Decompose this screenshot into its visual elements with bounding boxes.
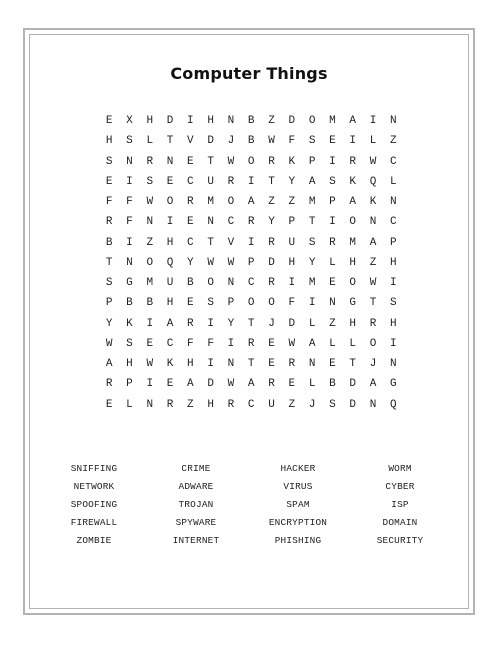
grid-letter: W [369,277,377,290]
grid-letter: Y [288,175,296,188]
grid-letter: S [390,297,397,310]
grid-letter: T [369,297,377,310]
grid-letter: H [146,115,154,128]
word-list-item: HACKER [280,462,316,474]
grid-letter: C [247,398,255,411]
grid-letter: E [268,337,275,350]
grid-letter: U [166,277,174,290]
word-list-item: CYBER [385,480,415,492]
grid-letter: T [166,135,174,148]
grid-letter: I [390,277,397,290]
grid-letter: Z [187,398,194,411]
grid-letter: N [126,256,133,269]
grid-letter: P [126,378,133,391]
grid-letter: Y [227,317,235,330]
grid-letter: F [105,196,113,209]
grid-letter: M [146,277,154,290]
grid-letter: O [247,297,255,310]
grid-letter: T [268,175,275,188]
grid-letter: D [349,398,357,411]
grid-letter: I [349,135,357,148]
grid-letter: I [207,317,214,330]
grid-letter: E [268,358,275,371]
grid-letter: S [105,155,113,168]
grid-letter: K [166,358,174,371]
grid-letter: R [268,155,275,168]
grid-letter: T [207,155,214,168]
grid-letter: D [207,378,214,391]
word-list-item: SECURITY [376,534,424,546]
grid-letter: B [247,115,255,128]
grid-letter: H [349,256,357,269]
grid-letter: Q [166,256,174,269]
grid-letter: N [146,216,154,229]
grid-letter: S [308,236,316,249]
grid-letter: B [146,297,154,310]
grid-letter: T [207,236,214,249]
grid-letter: P [288,216,296,229]
grid-letter: Z [268,196,275,209]
grid-letter: N [390,115,397,128]
grid-letter: R [247,216,255,229]
grid-letter: I [369,115,377,128]
grid-letter: W [268,135,275,148]
grid-letter: T [105,256,113,269]
grid-letter: N [166,155,174,168]
grid-letter: I [288,277,296,290]
grid-letter: S [126,337,133,350]
grid-letter: G [349,297,357,310]
grid-letter: Y [268,216,275,229]
grid-letter: W [227,378,235,391]
grid-letter: V [187,135,194,148]
grid-letter: R [268,236,275,249]
grid-letter: U [288,236,296,249]
grid-letter: W [105,337,113,350]
grid-letter: D [288,115,296,128]
grid-letter: V [227,236,235,249]
grid-letter: L [308,378,316,391]
grid-letter: N [369,398,377,411]
grid-letter: B [105,236,113,249]
grid-letter: L [349,337,357,350]
grid-letter: A [187,378,194,391]
grid-letter: I [329,216,336,229]
grid-letter: N [126,155,133,168]
grid-letter: D [268,256,275,269]
grid-letter: Y [187,256,194,269]
grid-letter: E [166,175,174,188]
word-list-item: TROJAN [178,498,214,510]
grid-letter: F [207,337,214,350]
grid-letter: E [166,378,174,391]
grid-letter: I [247,236,255,249]
grid-letter: O [207,277,214,290]
grid-letter: Z [329,317,336,330]
grid-letter: E [329,135,336,148]
grid-letter: C [166,337,174,350]
grid-letter: I [126,175,133,188]
grid-letter: K [349,175,357,188]
grid-letter: L [308,317,316,330]
grid-letter: A [349,196,357,209]
word-list-item: PHISHING [274,534,322,546]
grid-letter: B [187,277,194,290]
word-list [43,459,451,549]
grid-letter: P [329,196,336,209]
grid-letter: K [369,196,377,209]
grid-letter: W [146,196,154,209]
grid-letter: Z [390,135,397,148]
grid-letter: S [308,135,316,148]
grid-letter: C [247,277,255,290]
grid-letter: I [166,216,174,229]
grid-letter: R [369,317,377,330]
grid-letter: N [308,358,316,371]
grid-letter: S [105,277,113,290]
grid-letter: U [268,398,275,411]
word-list-item: NETWORK [73,480,115,492]
grid-letter: L [390,175,397,188]
grid-letter: R [227,175,235,188]
grid-letter: N [207,216,214,229]
grid-letter: T [308,216,316,229]
grid-letter: H [207,115,214,128]
grid-letter: D [349,378,357,391]
grid-letter: O [349,277,357,290]
word-list-item: INTERNET [172,534,220,546]
grid-letter: Z [268,115,275,128]
word-list-item: ISP [391,498,409,510]
grid-letter: A [308,175,316,188]
grid-letter: D [166,115,174,128]
grid-letter: M [329,115,336,128]
grid-letter: A [308,337,316,350]
grid-letter: I [390,337,397,350]
grid-letter: H [105,135,113,148]
grid-letter: E [329,277,336,290]
grid-letter: A [349,115,357,128]
word-list-item: ADWARE [178,480,214,492]
grid-letter: O [166,196,174,209]
grid-letter: E [329,358,336,371]
grid-letter: N [146,398,154,411]
grid-letter: R [105,216,113,229]
grid-letter: F [288,297,296,310]
grid-letter: I [207,358,214,371]
grid-letter: Q [390,398,397,411]
grid-letter: H [166,236,174,249]
grid-letter: H [390,317,397,330]
grid-letter: R [166,398,174,411]
grid-letter: Z [288,196,296,209]
grid-letter: N [227,115,235,128]
grid-letter: H [126,358,133,371]
grid-letter: I [308,297,316,310]
grid-letter: C [227,216,235,229]
grid-letter: Z [146,236,154,249]
grid-letter: H [349,317,357,330]
grid-letter: S [126,135,133,148]
grid-letter: P [247,256,255,269]
grid-letter: A [369,378,377,391]
word-list-item: VIRUS [283,480,313,492]
grid-letter: C [187,236,194,249]
word-list-item: WORM [388,462,412,474]
grid-letter: I [247,175,255,188]
grid-letter: W [227,256,235,269]
grid-letter: H [390,256,397,269]
grid-letter: K [126,317,133,330]
grid-letter: W [227,155,235,168]
grid-letter: U [207,175,214,188]
grid-letter: L [146,135,154,148]
grid-letter: I [329,155,336,168]
grid-letter: Y [308,256,316,269]
grid-letter: O [369,337,377,350]
grid-letter: A [166,317,174,330]
grid-letter: E [105,398,113,411]
grid-letter: B [329,378,336,391]
grid-letter: G [390,378,397,391]
word-list-item: DOMAIN [382,516,418,528]
grid-letter: Z [369,256,377,269]
grid-letter: M [207,196,214,209]
word-list-item: ENCRYPTION [268,516,328,528]
grid-letter: T [247,358,255,371]
grid-letter: R [329,236,336,249]
grid-letter: I [227,337,235,350]
grid-letter: F [288,135,296,148]
grid-letter: M [308,196,316,209]
grid-letter: I [126,236,133,249]
grid-letter: J [308,398,316,411]
grid-letter: T [349,358,357,371]
grid-letter: R [187,317,194,330]
grid-letter: E [187,155,194,168]
grid-letter: E [288,378,296,391]
grid-letter: B [247,135,255,148]
grid-letter: A [247,378,255,391]
grid-letter: I [146,378,154,391]
grid-letter: G [126,277,133,290]
grid-letter: L [126,398,133,411]
grid-letter: N [227,277,235,290]
grid-letter: E [187,297,194,310]
grid-letter: R [288,358,296,371]
grid-letter: E [105,115,113,128]
word-list-item: FIREWALL [70,516,118,528]
grid-letter: N [369,216,377,229]
grid-letter: R [268,378,275,391]
grid-letter: N [390,358,397,371]
grid-letter: J [268,317,275,330]
grid-letter: D [288,317,296,330]
grid-letter: S [329,398,336,411]
grid-letter: F [126,196,133,209]
grid-letter: W [369,155,377,168]
grid-letter: F [126,216,133,229]
grid-letter: H [288,256,296,269]
grid-letter: R [268,277,275,290]
grid-letter: W [207,256,214,269]
grid-letter: R [227,398,235,411]
grid-letter: M [308,277,316,290]
word-list-item: ZOMBIE [76,534,112,546]
grid-letter: Y [105,317,113,330]
grid-letter: O [349,216,357,229]
grid-letter: R [187,196,194,209]
grid-letter: C [187,175,194,188]
grid-letter: Q [369,175,377,188]
grid-letter: P [390,236,397,249]
grid-letter: P [308,155,316,168]
grid-letter: S [146,175,154,188]
grid-letter: O [268,297,275,310]
grid-letter: E [105,175,113,188]
grid-letter: N [329,297,336,310]
grid-letter: A [369,236,377,249]
grid-letter: A [247,196,255,209]
grid-letter: H [166,297,174,310]
grid-letter: W [146,358,154,371]
grid-letter: R [105,378,113,391]
grid-letter: O [308,115,316,128]
grid-letter: D [207,135,214,148]
grid-letter: A [105,358,113,371]
grid-letter: C [390,155,397,168]
grid-letter: H [207,398,214,411]
grid-letter: S [329,175,336,188]
grid-letter: J [227,135,235,148]
grid-letter: W [288,337,296,350]
word-list-item: SPAM [286,498,310,510]
grid-letter: F [187,337,194,350]
grid-letter: O [227,196,235,209]
grid-letter: C [390,216,397,229]
grid-letter: S [207,297,214,310]
grid-letter: T [247,317,255,330]
grid-letter: H [187,358,194,371]
letter-grid [99,111,403,415]
grid-letter: L [329,337,336,350]
puzzle-title: Computer Things [170,64,328,83]
grid-letter: I [187,115,194,128]
grid-letter: O [247,155,255,168]
grid-letter: K [288,155,296,168]
grid-letter: R [146,155,154,168]
grid-letter: M [349,236,357,249]
grid-letter: X [126,115,133,128]
grid-letter: B [126,297,133,310]
grid-letter: L [329,256,336,269]
grid-letter: P [105,297,113,310]
word-list-item: SPYWARE [175,516,217,528]
grid-letter: J [369,358,377,371]
word-list-item: SNIFFING [70,462,118,474]
grid-letter: I [146,317,154,330]
word-list-item: SPOOFING [70,498,118,510]
grid-letter: R [349,155,357,168]
grid-letter: Z [288,398,296,411]
grid-letter: R [247,337,255,350]
grid-letter: E [187,216,194,229]
grid-letter: N [227,358,235,371]
grid-letter: O [146,256,154,269]
grid-letter: N [390,196,397,209]
grid-letter: L [369,135,377,148]
word-list-item: CRIME [181,462,211,474]
grid-letter: P [227,297,235,310]
grid-letter: E [146,337,154,350]
